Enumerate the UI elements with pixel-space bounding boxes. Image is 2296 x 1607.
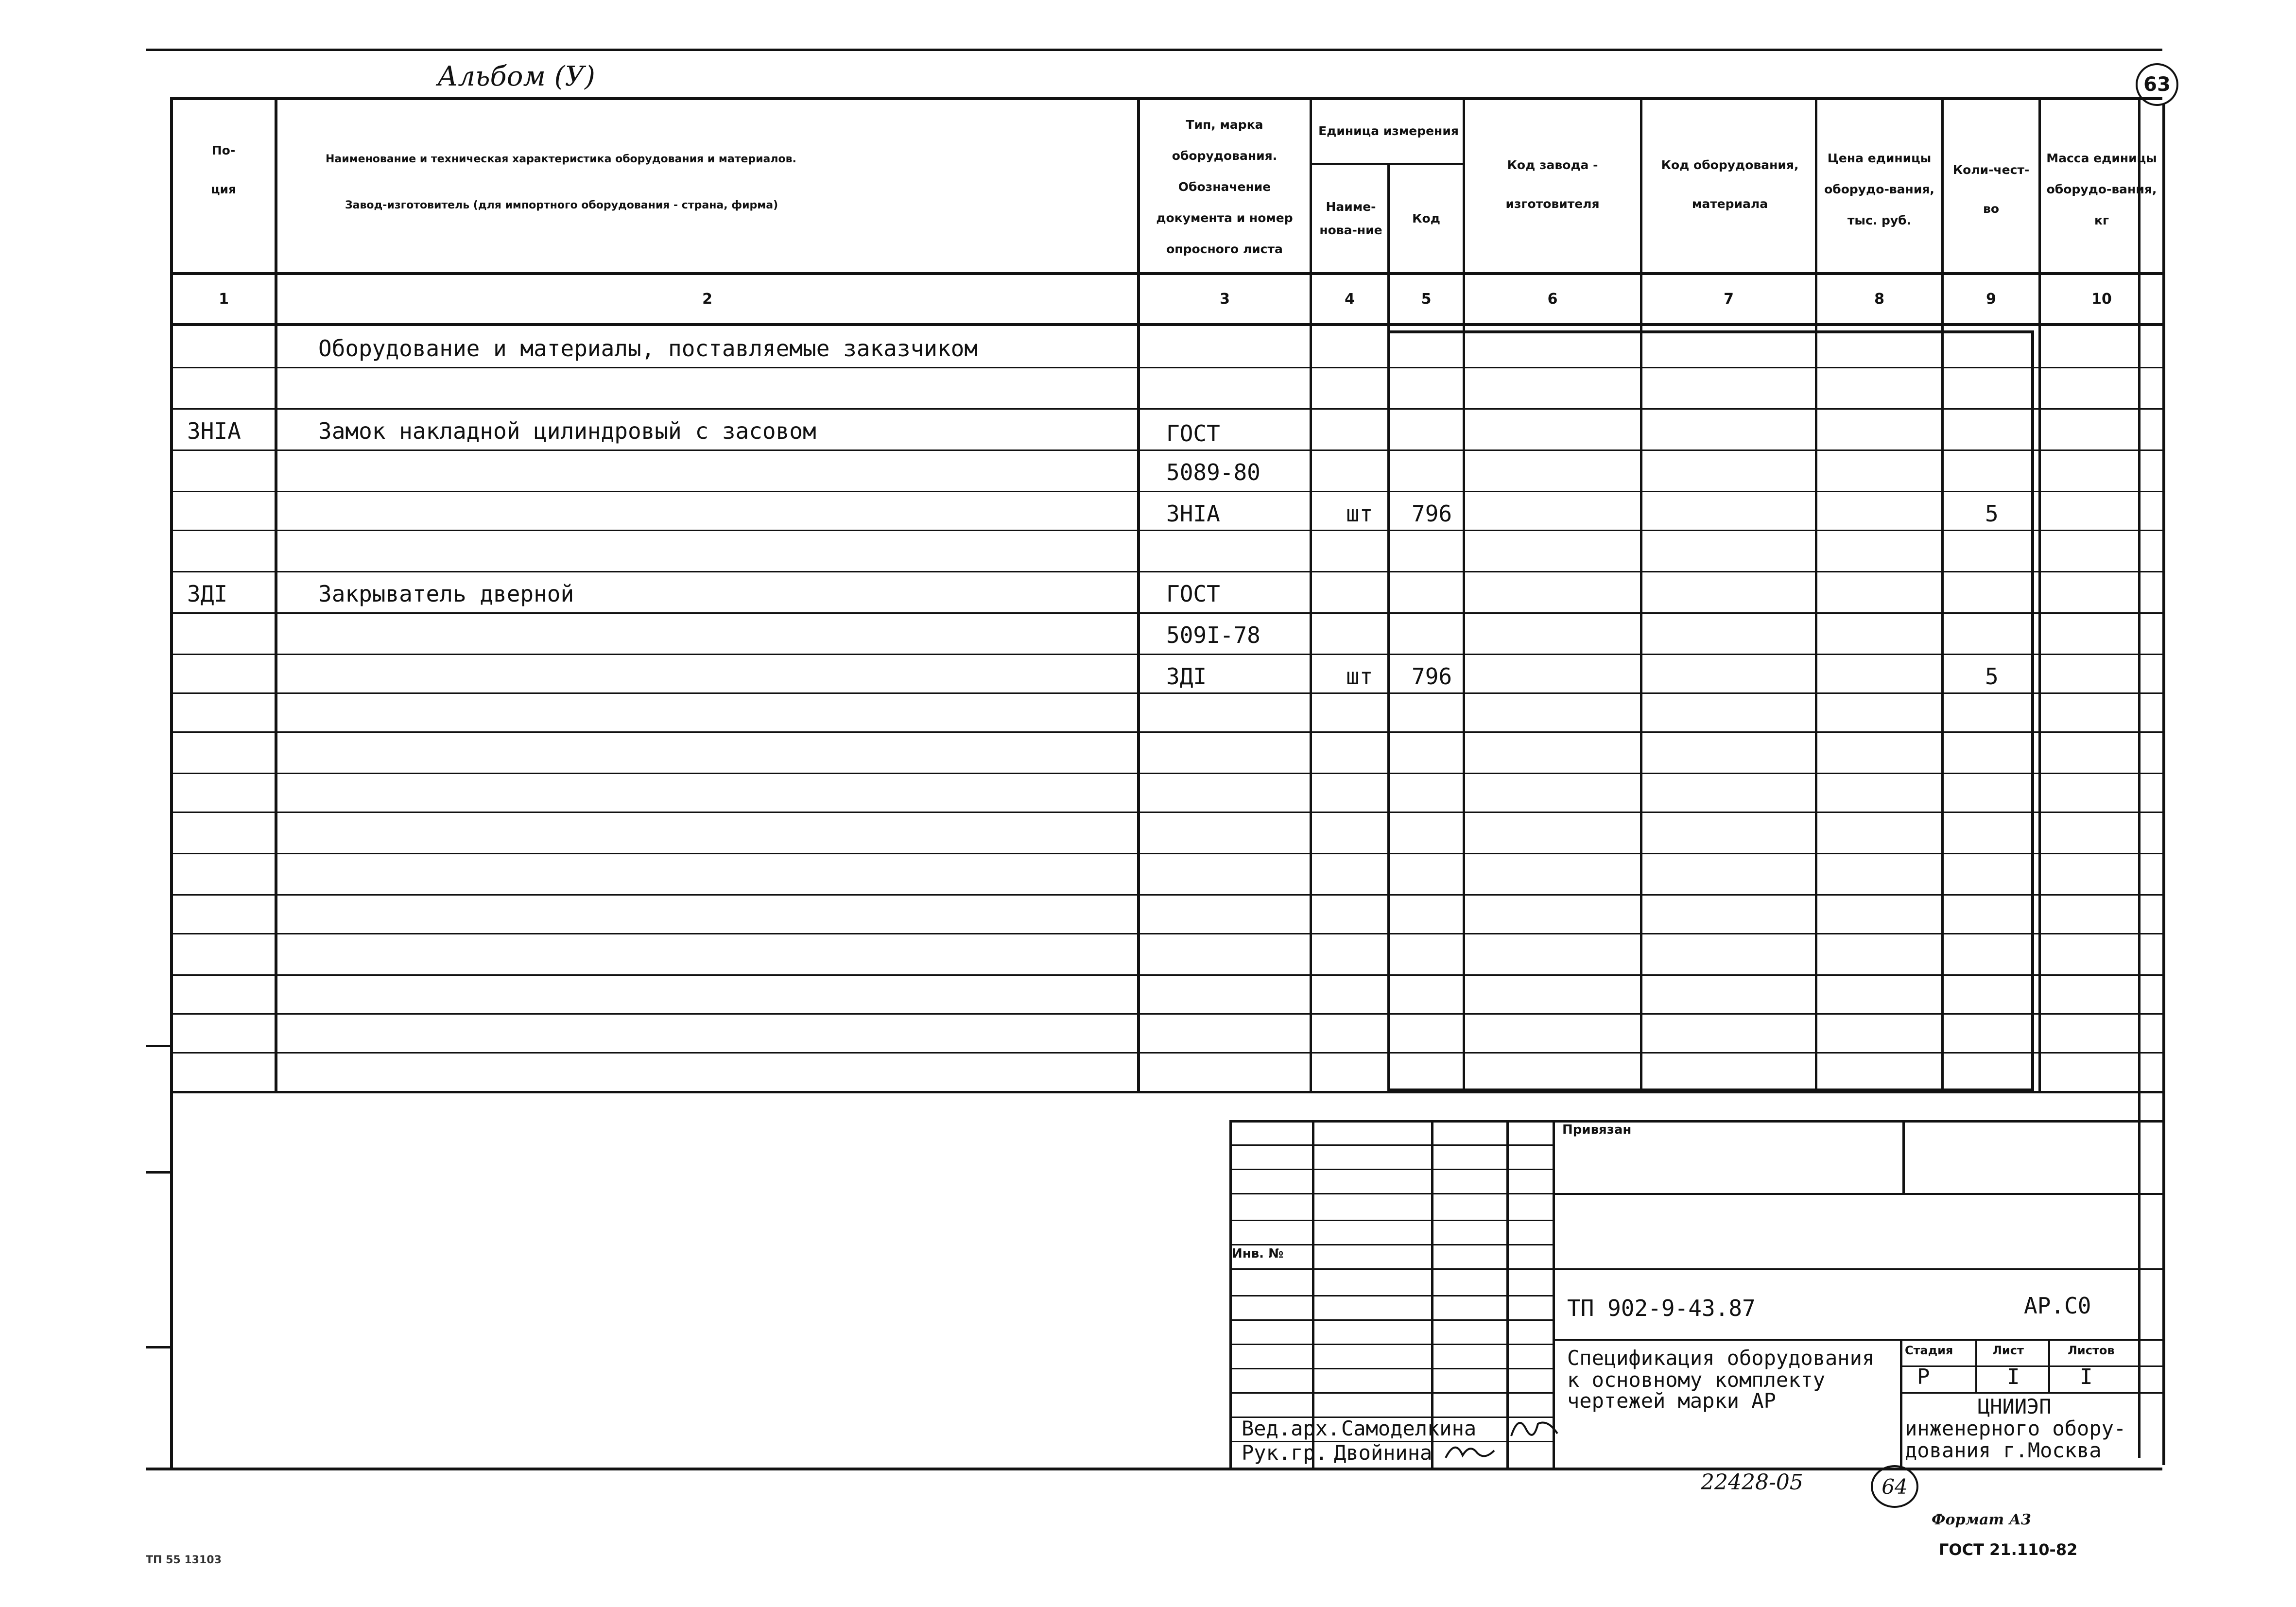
sheets-value: I	[2080, 1365, 2093, 1389]
colnum-7: 7	[1724, 291, 1734, 308]
colnum-10: 10	[2091, 291, 2112, 308]
header-col3: Тип, марка оборудования. Обозначение документа и номер опросного листа	[1156, 118, 1293, 256]
header-col9: Коли-чест-во	[1952, 163, 2030, 216]
org-line3: дования г.Москва	[1905, 1438, 2102, 1462]
org-line1: ЦНИИЭП	[1978, 1395, 2052, 1418]
sheets-header: Листов	[2068, 1344, 2115, 1357]
header-unit-group: Единица измерения	[1318, 124, 1459, 138]
colnum-3: 3	[1220, 291, 1230, 308]
row4-type: ЗНIА	[1166, 501, 1220, 527]
colnum-8: 8	[1874, 291, 1884, 308]
format-note: Формат А3	[1932, 1511, 2031, 1528]
org-line2: инженерного обору-	[1905, 1417, 2126, 1440]
row7-type: ЗДI	[1166, 663, 1207, 690]
header-col10: Масса единицы оборудо-вания, кг	[2046, 151, 2157, 227]
row5-type: ГОСТ	[1166, 581, 1220, 607]
colnum-6: 6	[1547, 291, 1558, 308]
colnum-5: 5	[1421, 291, 1432, 308]
header-col5: Код	[1412, 211, 1440, 225]
privyazan-label: Привязан	[1562, 1123, 1632, 1137]
title-line1: Спецификация оборудования	[1567, 1346, 1875, 1370]
album-note: Альбом (У)	[437, 61, 595, 92]
colnum-1: 1	[219, 291, 229, 308]
row4-code: 796	[1412, 501, 1452, 527]
row7-code: 796	[1412, 663, 1452, 690]
header-col8: Цена единицы оборудо-вания, тыс. руб.	[1824, 151, 1934, 227]
signature-1	[1509, 1409, 1562, 1443]
row2-name: Замок накладной цилиндровый с засовом	[318, 418, 816, 444]
header-col6: Код завода - изготовителя	[1505, 158, 1600, 211]
row7-qty: 5	[1985, 663, 1999, 690]
page-number: 63	[2143, 73, 2171, 96]
person1-name: Самоделкина	[1341, 1417, 1477, 1440]
row7-unit: шт	[1346, 663, 1373, 690]
title-line3: чертежей марки АР	[1567, 1389, 1776, 1413]
row6-type: 509I-78	[1166, 622, 1260, 648]
signature-2	[1443, 1436, 1497, 1465]
row5-name: Закрыватель дверной	[318, 581, 574, 607]
header-col2-line2: Завод-изготовитель (для импортного оборудования - страна, фирма)	[345, 199, 778, 211]
colnum-2: 2	[702, 291, 712, 308]
doc-mark: АР.С0	[2024, 1293, 2091, 1319]
doc-code: ТП 902-9-43.87	[1567, 1295, 1756, 1321]
row1-name: Оборудование и материалы, поставляемые заказчиком	[318, 335, 978, 362]
header-col2-line1: Наименование и техническая характеристика оборудования и материалов.	[326, 153, 796, 165]
sheet-value: I	[2007, 1365, 2020, 1389]
row3-type: 5089-80	[1166, 459, 1260, 485]
row2-type: ГОСТ	[1166, 420, 1220, 447]
inv-no-label: Инв. №	[1232, 1246, 1284, 1261]
stage-value: Р	[1917, 1365, 1930, 1389]
row5-pos: ЗДI	[187, 581, 228, 607]
header-col7: Код оборудования, материала	[1661, 158, 1799, 211]
row4-unit: шт	[1346, 501, 1373, 527]
person2-role: Рук.гр.	[1242, 1441, 1328, 1465]
row2-pos: ЗНIА	[187, 418, 241, 444]
colnum-9: 9	[1986, 291, 1996, 308]
row4-qty: 5	[1985, 501, 1999, 527]
corner-code: ТП 55 13103	[146, 1554, 222, 1566]
colnum-4: 4	[1345, 291, 1355, 308]
gost-note: ГОСТ 21.110-82	[1939, 1540, 2078, 1559]
header-col1: По- ция	[210, 143, 237, 196]
stage-header: Стадия	[1905, 1344, 1953, 1357]
person1-role: Вед.арх.	[1242, 1417, 1340, 1440]
person2-name: Двойнина	[1334, 1441, 1433, 1465]
sheet-header: Лист	[1992, 1344, 2024, 1357]
title-line2: к основному комплекту	[1567, 1368, 1826, 1392]
header-col4: Наиме-нова-ние	[1319, 200, 1382, 237]
circle-number	[1871, 1465, 1918, 1508]
circle-number-text: 64	[1882, 1474, 1908, 1499]
archive-number: 22428-05	[1701, 1470, 1803, 1495]
